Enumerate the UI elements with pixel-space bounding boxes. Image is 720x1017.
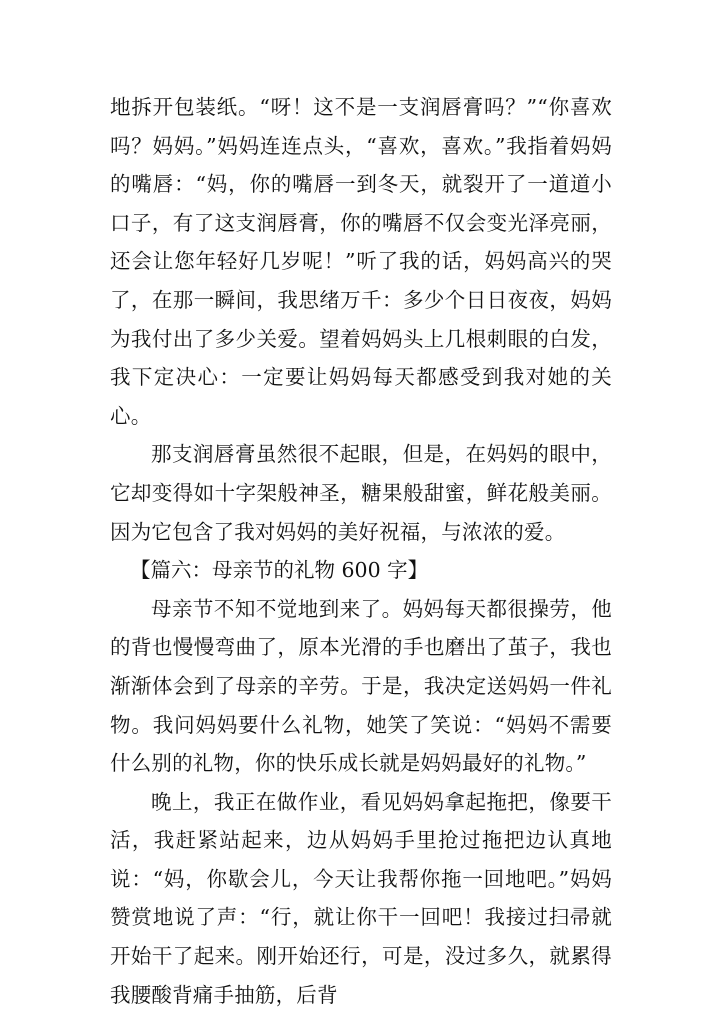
paragraph-gift-unwrap: 地拆开包装纸。“呀！这不是一支润唇膏吗？”“你喜欢吗？妈妈。”妈妈连连点头，“喜欢，喜欢。”我指着妈妈的嘴唇：“妈，你的嘴唇一到冬天，就裂开了一道道小口子，有了这支润唇膏，你的嘴唇不仅会变光泽亮丽，还会让您年轻好几岁呢！”听了我的话，妈妈高兴的哭了，在那一瞬间，我思绪万千：多少个日日夜夜，妈妈为我付出了多少关爱。望着妈妈头上几根刺眼的白发，我下定决心：一定要让妈妈每天都感受到我对她的关心。 <box>110 95 612 428</box>
paragraph-mothers-day-intro: 母亲节不知不觉地到来了。妈妈每天都很操劳，他的背也慢慢弯曲了，原本光滑的手也磨出了茧子，我也渐渐体会到了母亲的辛劳。于是，我决定送妈妈一件礼物。我问妈妈要什么礼物，她笑了笑说：“妈妈不需要什么别的礼物，你的快乐成长就是妈妈最好的礼物。” <box>110 596 612 776</box>
section-heading: 【篇六：母亲节的礼物 600 字】 <box>130 558 429 583</box>
paragraph-mopping-floor: 晚上，我正在做作业，看见妈妈拿起拖把，像要干活，我赶紧站起来，边从妈妈手里抢过拖把边认真地说：“妈，你歇会儿，今天让我帮你拖一回地吧。”妈妈赞赏地说了声：“行，就让你干一回吧！我接过扫帚就开始干了起来。刚开始还行，可是，没过多久，就累得我腰酸背痛手抽筋，后背 <box>110 789 612 1007</box>
paragraph-lip-balm-meaning: 那支润唇膏虽然很不起眼，但是，在妈妈的眼中，它却变得如十字架般神圣，糖果般甜蜜，鲜花般美丽。因为它包含了我对妈妈的美好祝福，与浓浓的爱。 <box>110 442 612 544</box>
document-body <box>110 88 612 1014</box>
